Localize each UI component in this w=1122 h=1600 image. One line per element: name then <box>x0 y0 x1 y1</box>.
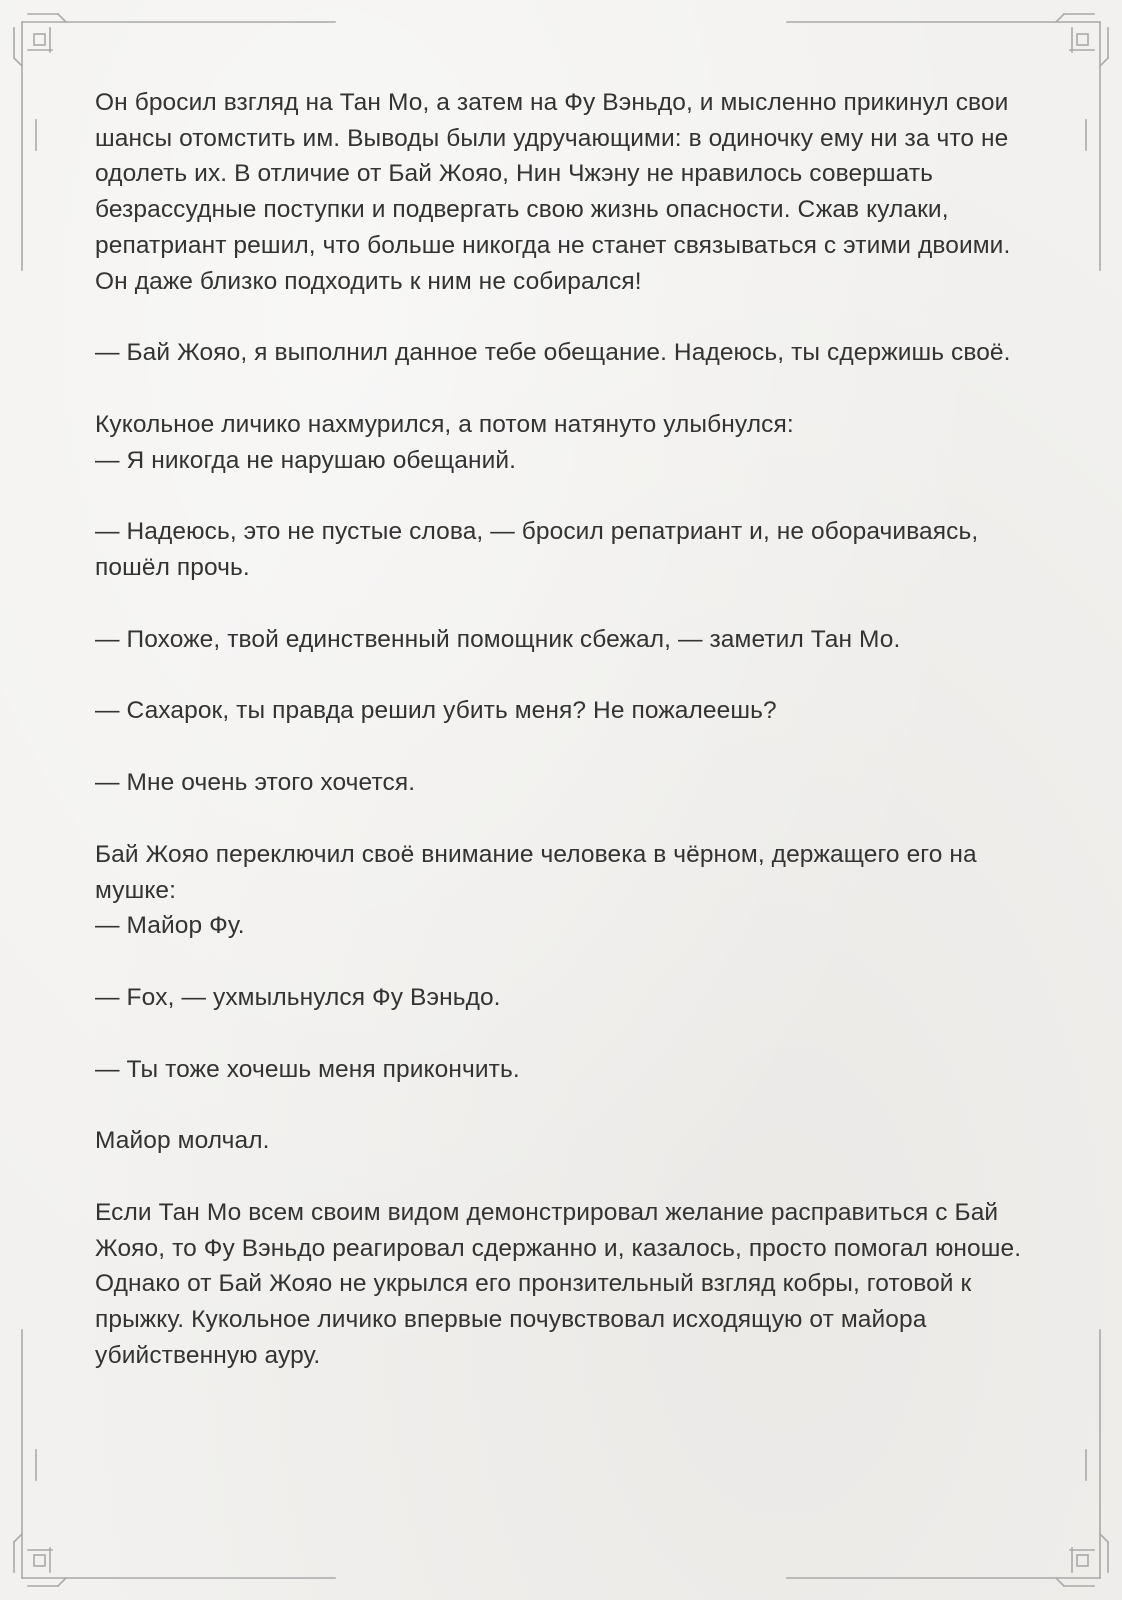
paragraph-6: — Сахарок, ты правда решил убить меня? Не пожалеешь? <box>95 697 777 725</box>
paragraph-1: Он бросил взгляд на Тан Мо, а затем на Фу Вэньдо, и мысленно прикинул свои шансы отомстить им. Выводы были удручающими: в одиночку ему ни за что не одолеть их. В отличие от Бай Жояо, Нин Чжэну не нравилось совершать безрассудные поступки и подвергать свою жизнь опасности. Сжав кулаки, репатриант решил, что больше никогда не станет связываться с этими двоими. Он даже близко подходить к ним не собирался! <box>95 89 1011 295</box>
paragraph-3: Кукольное личико нахмурился, а потом натянуто улыбнулся: — Я никогда не нарушаю обещаний. <box>95 410 794 474</box>
paragraph-9: — Fox, — ухмыльнулся Фу Вэньдо. <box>95 983 501 1011</box>
paragraph-11: Майор молчал. <box>95 1127 270 1155</box>
paragraph-7: — Мне очень этого хочется. <box>95 769 416 797</box>
paragraph-12: Если Тан Мо всем своим видом демонстрировал желание расправиться с Бай Жояо, то Фу Вэньдо реагировал сдержанно и, казалось, просто помогал юноше. Однако от Бай Жояо не укрылся его пронзительный взгляд кобры, готовой к прыжку. Кукольное личико впервые почувствовал исходящую от майора убийственную ауру. <box>95 1199 1022 1369</box>
paragraph-4: — Надеюсь, это не пустые слова, — бросил репатриант и, не оборачиваясь, пошёл прочь. <box>95 518 979 582</box>
story-text <box>95 85 1030 1410</box>
paragraph-5: — Похоже, твой единственный помощник сбежал, — заметил Тан Мо. <box>95 625 901 653</box>
paragraph-8: Бай Жояо переключил своё внимание человека в чёрном, держащего его на мушке: — Майор Фу. <box>95 840 977 940</box>
paragraph-2: — Бай Жояо, я выполнил данное тебе обещание. Надеюсь, ты сдержишь своё. <box>95 339 1011 367</box>
paragraph-10: — Ты тоже хочешь меня прикончить. <box>95 1055 520 1083</box>
